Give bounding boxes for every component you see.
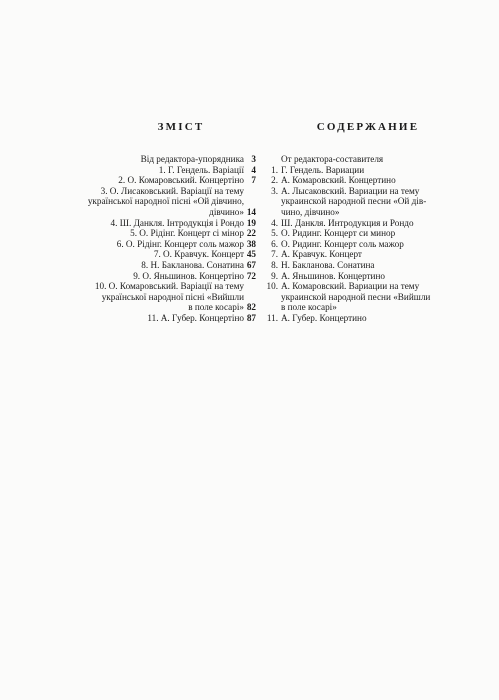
entry-page-number: 72	[246, 270, 256, 281]
contents-entry	[263, 175, 443, 186]
entry-title	[80, 186, 244, 218]
entry-page-number: 22	[246, 228, 256, 239]
entry-title	[281, 281, 443, 313]
entry-title-line: Ш. Данкля. Интродукция и Рондо	[281, 217, 414, 228]
contents-entry	[263, 271, 443, 282]
entry-title	[80, 281, 244, 313]
entry-title	[281, 228, 443, 239]
entry-title-line: 8. Н. Бакланова. Сонатина	[141, 259, 244, 270]
entry-number: 6.	[271, 238, 278, 249]
contents-entry	[263, 154, 443, 165]
entry-page-number: 4	[251, 164, 256, 175]
entry-title	[281, 313, 443, 324]
entry-title	[281, 249, 443, 260]
contents-entry	[80, 165, 256, 176]
contents-entry	[263, 260, 443, 271]
contents-list-russian	[263, 154, 443, 324]
entry-title	[281, 239, 443, 250]
entry-title-line: 9. О. Яньшинов. Концертіно	[133, 270, 244, 281]
entry-number: 1.	[271, 164, 278, 175]
entry-title-line: А. Губер. Концертино	[281, 312, 367, 323]
entry-number: 4.	[271, 217, 278, 228]
contents-entry	[80, 249, 256, 260]
contents-entry	[80, 260, 256, 271]
entry-title-line: А. Комаровский. Вариации на тему	[281, 281, 420, 292]
contents-entry	[80, 281, 256, 313]
entry-number: 10.	[266, 281, 278, 292]
entry-page-number: 82	[246, 302, 256, 313]
entry-title-line: української народної пісні «Ой дівчино,	[87, 196, 244, 207]
contents-entry	[80, 154, 256, 165]
contents-entry	[80, 313, 256, 324]
contents-heading-ukrainian: ЗМІСТ	[157, 121, 205, 133]
entry-page-number: 67	[246, 259, 256, 270]
entry-title	[80, 175, 244, 186]
entry-number: 8.	[271, 259, 278, 270]
entry-title-line: О. Ридинг. Концерт си минор	[281, 228, 396, 239]
contents-entry	[263, 228, 443, 239]
entry-title-line: А. Лысаковский. Вариации на тему	[281, 185, 420, 196]
entry-title	[80, 239, 244, 250]
entry-number: 3.	[271, 185, 278, 196]
entry-title-line: украинской народной песни «Ой дів-	[281, 196, 427, 207]
entry-page-number: 19	[246, 217, 256, 228]
entry-title-line: А. Яньшинов. Концертино	[281, 270, 385, 281]
entry-page-number: 38	[246, 238, 256, 249]
entry-title	[281, 175, 443, 186]
entry-title	[281, 165, 443, 176]
entry-title	[281, 218, 443, 229]
entry-title-line: 5. О. Рідінг. Концерт сі мінор	[130, 228, 244, 239]
entry-title-line: 6. О. Рідінг. Концерт соль мажор	[116, 238, 244, 249]
entry-title	[80, 260, 244, 271]
entry-page-number: 3	[251, 154, 256, 164]
contents-entry	[80, 271, 256, 282]
entry-title-line: в поле косарі»	[188, 302, 244, 313]
contents-entry	[80, 218, 256, 229]
contents-entry	[80, 175, 256, 186]
entry-title	[281, 271, 443, 282]
entry-number: 9.	[271, 270, 278, 281]
contents-entry	[80, 228, 256, 239]
entry-title	[80, 218, 244, 229]
contents-entry	[263, 313, 443, 324]
entry-title	[281, 186, 443, 218]
entry-title-line: А. Комаровский. Концертино	[281, 175, 396, 186]
entry-title-line: дівчино»	[209, 206, 244, 217]
entry-title	[80, 228, 244, 239]
entry-title-line: 10. О. Комаровський. Варіації на тему	[94, 281, 244, 292]
entry-number: 2.	[271, 175, 278, 186]
entry-title-line: О. Ридинг. Концерт соль мажор	[281, 238, 404, 249]
contents-entry	[263, 249, 443, 260]
entry-title	[80, 271, 244, 282]
entry-title-line: Н. Бакланова. Сонатина	[281, 259, 375, 270]
contents-entry	[80, 239, 256, 250]
entry-title	[281, 154, 443, 165]
contents-entry	[80, 186, 256, 218]
entry-title-line: Г. Гендель. Вариации	[281, 164, 365, 175]
entry-number: 11.	[266, 312, 278, 323]
entry-page-number: 87	[246, 312, 256, 323]
entry-title	[80, 154, 244, 165]
entry-title	[281, 260, 443, 271]
contents-entry	[263, 281, 443, 313]
entry-title-line: украинской народной песни «Вийшли	[281, 291, 431, 302]
entry-title-line: 1. Г. Гендель. Варіації	[158, 164, 244, 175]
entry-title-line: 7. О. Кравчук. Концерт	[153, 249, 244, 260]
entry-title-line: 11. А. Губер. Концертіно	[147, 312, 244, 323]
contents-entry	[263, 186, 443, 218]
entry-page-number: 7	[251, 175, 256, 186]
entry-title	[80, 313, 244, 324]
entry-page-number: 45	[246, 249, 256, 260]
entry-number: 5.	[271, 228, 278, 239]
contents-list-ukrainian	[80, 154, 256, 324]
entry-title-line: От редактора-составителя	[281, 154, 384, 164]
entry-title	[80, 249, 244, 260]
contents-heading-russian: СОДЕРЖАНИЕ	[316, 121, 420, 133]
entry-title-line: в поле косарі»	[281, 302, 337, 313]
entry-title-line: 3. О. Лисаковський. Варіації на тему	[100, 185, 244, 196]
entry-title-line: 4. Ш. Данкля. Інтродукція і Рондо	[110, 217, 244, 228]
contents-entry	[263, 239, 443, 250]
entry-number: 7.	[271, 249, 278, 260]
entry-title-line: чино, дівчино»	[281, 206, 340, 217]
entry-title-line: А. Кравчук. Концерт	[281, 249, 362, 260]
entry-title-line: 2. О. Комаровський. Концертіно	[118, 175, 244, 186]
entry-page-number: 14	[246, 206, 256, 217]
contents-entry	[263, 218, 443, 229]
contents-entry	[263, 165, 443, 176]
entry-title	[80, 165, 244, 176]
entry-title-line: Від редактора-упорядника	[140, 154, 244, 164]
entry-title-line: української народної пісні «Вийшли	[101, 291, 244, 302]
